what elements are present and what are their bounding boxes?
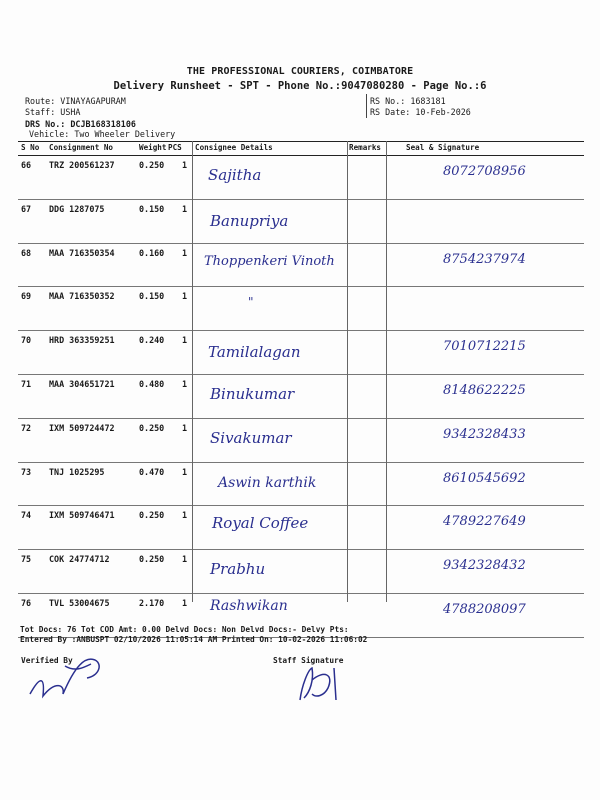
weight-cell: 0.470 xyxy=(139,466,165,477)
pcs-cell: 1 xyxy=(182,597,188,608)
pcs-cell: 1 xyxy=(182,378,188,389)
sno-cell: 66 xyxy=(21,160,32,170)
consignee-handwritten-name: Rashwikan xyxy=(210,597,288,614)
pcs-cell: 1 xyxy=(182,203,188,214)
consignee-handwritten-name: " xyxy=(248,295,254,310)
table-row xyxy=(18,331,584,375)
table-row xyxy=(18,287,584,331)
drs-number: DRS No.: DCJB168318106 xyxy=(25,119,136,129)
pcs-cell: 1 xyxy=(182,160,188,170)
table-row xyxy=(18,244,584,288)
consignee-handwritten-name: Royal Coffee xyxy=(212,514,309,533)
vehicle-label: Vehicle: Two Wheeler Delivery xyxy=(29,129,176,139)
company-title: THE PROFESSIONAL COURIERS, COIMBATORE xyxy=(186,66,414,77)
weight-cell: 0.250 xyxy=(139,554,165,565)
pcs-cell: 1 xyxy=(182,291,188,302)
weight-cell: 0.150 xyxy=(139,203,165,214)
sno-cell: 73 xyxy=(21,466,32,477)
entered-by-line: Entered By :ANBUSPT 02/10/2026 11:05:14 AM Printed On: 10-02-2026 11:06:02 xyxy=(20,635,368,644)
table-body xyxy=(18,156,584,638)
consignment-cell: MAA 716350352 xyxy=(49,291,115,302)
seal-signature-phone: 9342328433 xyxy=(443,426,526,442)
consignee-handwritten-name: Banupriya xyxy=(210,211,289,230)
sno-cell: 70 xyxy=(21,335,32,346)
sno-cell: 75 xyxy=(21,554,32,565)
weight-cell: 0.150 xyxy=(139,291,165,302)
consignment-cell: DDG 1287075 xyxy=(49,203,105,214)
seal-signature-phone: 8754237974 xyxy=(443,251,526,267)
weight-cell: 0.480 xyxy=(139,378,165,389)
rs-date: RS Date: 10-Feb-2026 xyxy=(370,107,471,117)
weight-cell: 0.250 xyxy=(139,422,165,433)
totals-line: Tot Docs: 76 Tot COD Amt: 0.00 Delvd Docs: Non Delvd Docs:- Delvy Pts: xyxy=(20,625,349,634)
col-remarks: Remarks xyxy=(349,143,382,152)
sno-cell: 76 xyxy=(21,597,32,608)
verifier-signature xyxy=(25,646,115,710)
rs-number: RS No.: 1683181 xyxy=(370,96,446,106)
sno-cell: 72 xyxy=(21,422,32,433)
consignment-cell: IXM 509724472 xyxy=(49,422,115,433)
weight-cell: 0.160 xyxy=(139,247,165,258)
consignment-cell: TRZ 200561237 xyxy=(49,160,115,170)
weight-cell: 0.250 xyxy=(139,160,165,170)
table-header xyxy=(18,141,584,156)
runsheet-subtitle: Delivery Runsheet - SPT - Phone No.:9047080280 - Page No.:6 xyxy=(113,80,487,92)
consignee-handwritten-name: Prabhu xyxy=(210,560,266,579)
col-divider xyxy=(386,141,387,602)
weight-cell: 2.170 xyxy=(139,597,165,608)
consignment-cell: MAA 716350354 xyxy=(49,247,115,258)
table-row xyxy=(18,419,584,463)
consignee-handwritten-name: Tamilalagan xyxy=(208,343,301,362)
consignee-handwritten-name: Sivakumar xyxy=(210,428,292,447)
consignment-cell: MAA 304651721 xyxy=(49,378,115,389)
consignee-handwritten-name: Sajitha xyxy=(208,166,262,184)
sno-cell: 71 xyxy=(21,378,32,389)
table-row xyxy=(18,463,584,507)
seal-signature-phone: 8072708956 xyxy=(443,164,526,179)
consignee-handwritten-name: Thoppenkeri Vinoth xyxy=(204,253,335,269)
col-pcs: PCS xyxy=(168,143,182,152)
consignment-cell: TVL 53004675 xyxy=(49,597,110,608)
staff-label: Staff: USHA xyxy=(25,107,81,117)
delivery-table xyxy=(18,141,584,638)
table-row xyxy=(18,506,584,550)
seal-signature-phone: 7010712215 xyxy=(443,339,526,355)
consignment-cell: IXM 509746471 xyxy=(49,510,115,521)
col-divider xyxy=(192,141,193,602)
pcs-cell: 1 xyxy=(182,335,188,346)
consignment-cell: TNJ 1025295 xyxy=(49,466,105,477)
staff-signature xyxy=(290,660,350,709)
sno-cell: 67 xyxy=(21,203,32,214)
consignment-cell: HRD 363359251 xyxy=(49,335,115,346)
pcs-cell: 1 xyxy=(182,422,188,433)
seal-signature-phone: 8148622225 xyxy=(443,382,526,398)
sno-cell: 68 xyxy=(21,247,32,258)
consignment-cell: COK 24774712 xyxy=(49,554,110,565)
route-label: Route: VINAYAGAPURAM xyxy=(25,96,126,106)
sno-cell: 74 xyxy=(21,510,32,521)
seal-signature-phone: 9342328432 xyxy=(443,558,526,574)
table-row xyxy=(18,550,584,594)
weight-cell: 0.240 xyxy=(139,335,165,346)
col-sno: S No xyxy=(21,143,40,152)
pcs-cell: 1 xyxy=(182,466,188,477)
table-row xyxy=(18,375,584,419)
seal-signature-phone: 4788208097 xyxy=(443,601,526,617)
col-seal: Seal & Signature xyxy=(406,143,480,152)
verified-by-label: Verified By xyxy=(21,656,73,665)
weight-cell: 0.250 xyxy=(139,510,165,521)
table-row xyxy=(18,156,584,200)
consignee-handwritten-name: Aswin karthik xyxy=(218,474,317,491)
seal-signature-phone: 8610545692 xyxy=(443,470,526,486)
pcs-cell: 1 xyxy=(182,247,188,258)
col-weight: Weight xyxy=(139,143,167,152)
col-consignment: Consignment No xyxy=(49,143,114,152)
meta-divider xyxy=(366,94,367,118)
staff-signature-label: Staff Signature xyxy=(273,656,344,665)
seal-signature-phone: 4789227649 xyxy=(443,514,526,530)
table-row xyxy=(18,200,584,244)
col-consignee: Consignee Details xyxy=(195,143,273,152)
col-divider xyxy=(347,141,348,602)
sno-cell: 69 xyxy=(21,291,32,302)
pcs-cell: 1 xyxy=(182,554,188,565)
consignee-handwritten-name: Binukumar xyxy=(210,384,295,403)
pcs-cell: 1 xyxy=(182,510,188,521)
